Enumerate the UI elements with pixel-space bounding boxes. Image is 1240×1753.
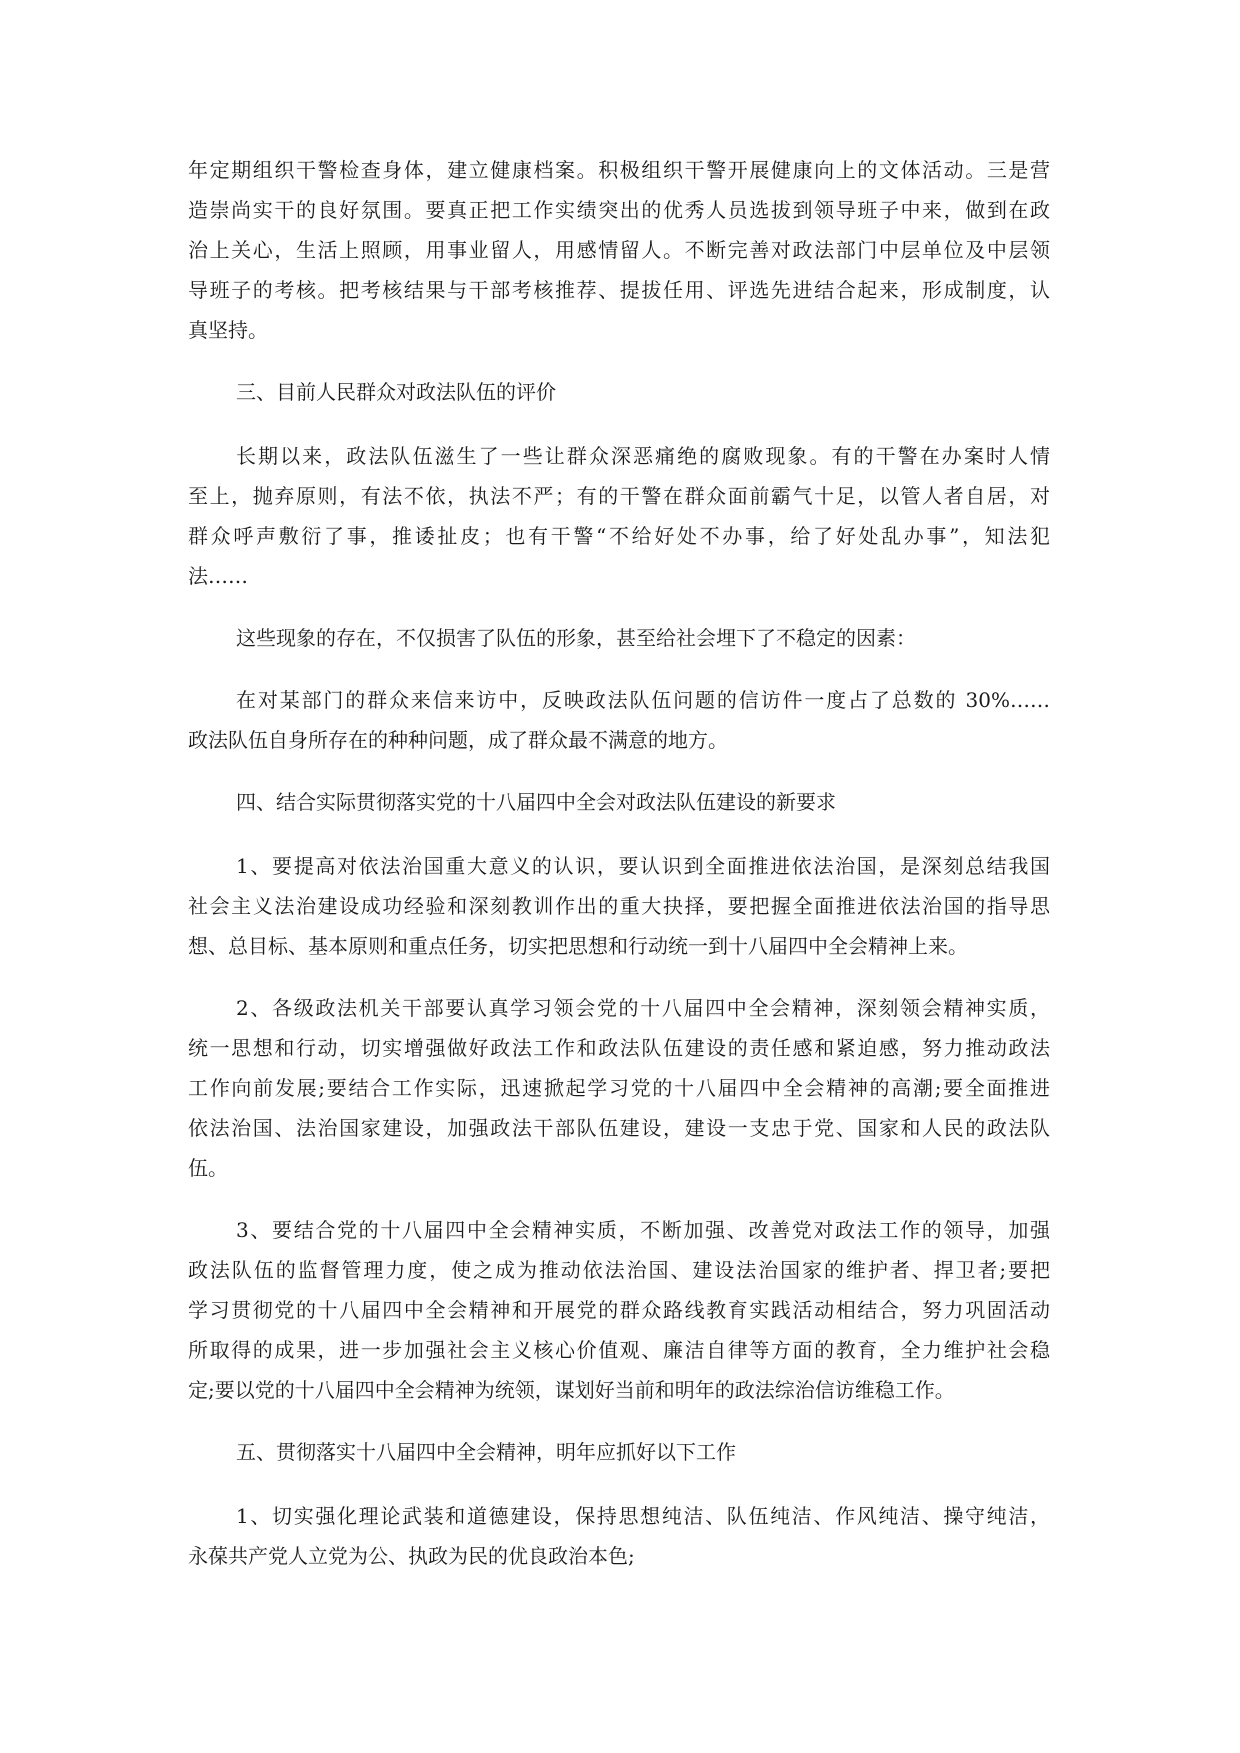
text-line: 在对某部门的群众来信来访中，反映政法队伍问题的信访件一度占了总数的 30%……	[236, 688, 1050, 712]
paragraph-corruption-phenomena	[188, 436, 1050, 596]
text-line: 所取得的成果，进一步加强社会主义核心价值观、廉洁自律等方面的教育，全力维护社会稳	[188, 1338, 1050, 1362]
document-page	[188, 150, 1050, 1598]
paragraph-requirement-2	[188, 988, 1050, 1188]
text-line: 1、切实强化理论武装和道德建设，保持思想纯洁、队伍纯洁、作风纯洁、操守纯洁，	[236, 1504, 1050, 1528]
paragraph-impact	[188, 618, 1050, 658]
heading-text: 三、目前人民群众对政法队伍的评价	[236, 380, 556, 404]
paragraph-requirement-1	[188, 846, 1050, 966]
text-line: 想、总目标、基本原则和重点任务，切实把思想和行动统一到十八届四中全会精神上来。	[188, 934, 968, 958]
text-line: 1、要提高对依法治国重大意义的认识，要认识到全面推进依法治国，是深刻总结我国	[236, 854, 1050, 878]
text-line: 导班子的考核。把考核结果与干部考核推荐、提拔任用、评选先进结合起来，形成制度，认	[188, 278, 1050, 302]
section-heading-3	[188, 372, 1050, 412]
section-heading-4	[188, 782, 1050, 822]
text-line: 学习贯彻党的十八届四中全会精神和开展党的群众路线教育实践活动相结合，努力巩固活动	[188, 1298, 1050, 1322]
text-line: 长期以来，政法队伍滋生了一些让群众深恶痛绝的腐败现象。有的干警在办案时人情	[236, 444, 1050, 468]
heading-text: 四、结合实际贯彻落实党的十八届四中全会对政法队伍建设的新要求	[236, 790, 836, 814]
section-heading-5	[188, 1432, 1050, 1472]
text-line: 3、要结合党的十八届四中全会精神实质，不断加强、改善党对政法工作的领导，加强	[236, 1218, 1050, 1242]
text-line: 群众呼声敷衍了事，推诿扯皮；也有干警“不给好处不办事，给了好处乱办事”，知法犯	[188, 524, 1050, 548]
text-line: 这些现象的存在，不仅损害了队伍的形象，甚至给社会埋下了不稳定的因素：	[236, 626, 916, 650]
paragraph-continuation	[188, 150, 1050, 350]
text-line: 真坚持。	[188, 318, 268, 342]
text-line: 工作向前发展;要结合工作实际，迅速掀起学习党的十八届四中全会精神的高潮;要全面推进	[188, 1076, 1050, 1100]
text-line: 造崇尚实干的良好氛围。要真正把工作实绩突出的优秀人员选拔到领导班子中来，做到在政	[188, 198, 1050, 222]
paragraph-work-item-1	[188, 1496, 1050, 1576]
text-line: 永葆共产党人立党为公、执政为民的优良政治本色;	[188, 1544, 635, 1568]
text-line: 政法队伍自身所存在的种种问题，成了群众最不满意的地方。	[188, 728, 728, 752]
text-line: 2、各级政法机关干部要认真学习领会党的十八届四中全会精神，深刻领会精神实质，	[236, 996, 1050, 1020]
text-line: 年定期组织干警检查身体，建立健康档案。积极组织干警开展健康向上的文体活动。三是营	[188, 158, 1050, 182]
text-line: 治上关心，生活上照顾，用事业留人，用感情留人。不断完善对政法部门中层单位及中层领	[188, 238, 1050, 262]
text-line: 至上，抛弃原则，有法不依，执法不严；有的干警在群众面前霸气十足，以管人者自居，对	[188, 484, 1050, 508]
heading-text: 五、贯彻落实十八届四中全会精神，明年应抓好以下工作	[236, 1440, 736, 1464]
text-line: 定;要以党的十八届四中全会精神为统领，谋划好当前和明年的政法综治信访维稳工作。	[188, 1378, 955, 1402]
text-line: 政法队伍的监督管理力度，使之成为推动依法治国、建设法治国家的维护者、捍卫者;要把	[188, 1258, 1050, 1282]
text-line: 社会主义法治建设成功经验和深刻教训作出的重大抉择，要把握全面推进依法治国的指导思	[188, 894, 1050, 918]
text-line: 统一思想和行动，切实增强做好政法工作和政法队伍建设的责任感和紧迫感，努力推动政法	[188, 1036, 1050, 1060]
text-line: 伍。	[188, 1156, 228, 1180]
paragraph-requirement-3	[188, 1210, 1050, 1410]
text-line: 依法治国、法治国家建设，加强政法干部队伍建设，建设一支忠于党、国家和人民的政法队	[188, 1116, 1050, 1140]
paragraph-petitions	[188, 680, 1050, 760]
text-line: 法……	[188, 564, 248, 588]
